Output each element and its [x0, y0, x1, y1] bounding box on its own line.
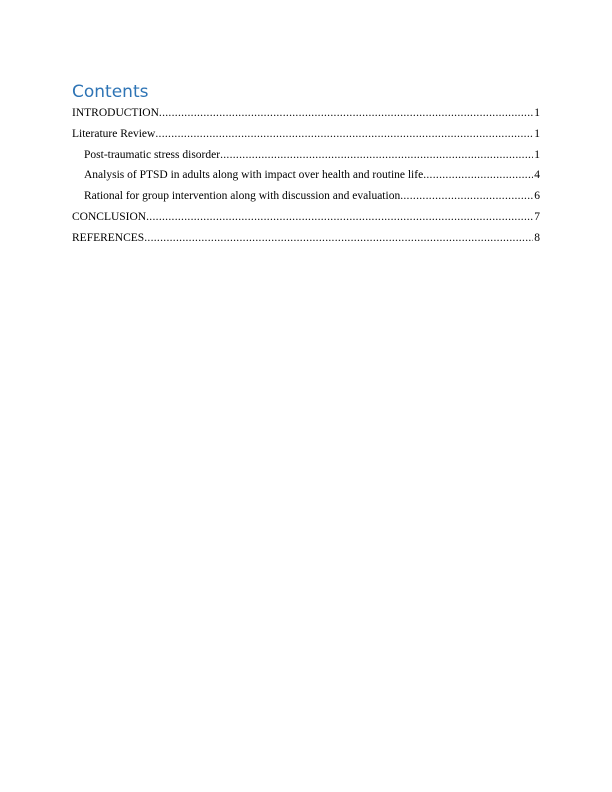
toc-entry-title: INTRODUCTION [72, 107, 159, 119]
toc-entry-title: Analysis of PTSD in adults along with impact over health and routine life [84, 169, 424, 182]
toc-entry-references[interactable] [72, 228, 540, 249]
toc-dot-leader [220, 145, 533, 166]
toc-entry-page-number: 1 [534, 127, 540, 140]
toc-heading: Contents [72, 82, 149, 102]
toc-entry-title: Literature Review [72, 127, 156, 140]
toc-dot-leader [144, 228, 533, 249]
toc-dot-leader [400, 186, 533, 207]
toc-entry-page-number: 6 [534, 190, 540, 203]
toc-entry-title: CONCLUSION [72, 210, 147, 223]
toc-entry-rational-for-group-intervention[interactable] [72, 186, 540, 207]
toc-entry-title: Post-traumatic stress disorder [84, 148, 221, 161]
toc-entry-title: Rational for group intervention along with discussion and evaluation [84, 190, 401, 203]
toc-entry-literature-review[interactable] [72, 124, 540, 145]
toc-entry-title: REFERENCES [72, 231, 145, 244]
toc-dot-leader [159, 103, 533, 124]
toc-entry-analysis-of-ptsd[interactable] [72, 165, 540, 186]
toc-entry-page-number: 1 [534, 107, 540, 119]
toc-dot-leader [146, 207, 533, 228]
table-of-contents [72, 103, 540, 249]
toc-entry-post-traumatic-stress-disorder[interactable] [72, 145, 540, 166]
toc-entry-page-number: 4 [534, 169, 540, 182]
toc-dot-leader [155, 124, 533, 145]
toc-dot-leader [423, 165, 533, 186]
toc-entry-conclusion[interactable] [72, 207, 540, 228]
toc-entry-page-number: 8 [534, 231, 540, 244]
toc-entry-page-number: 7 [534, 210, 540, 223]
toc-entry-introduction[interactable] [72, 103, 540, 124]
toc-entry-page-number: 1 [534, 148, 540, 161]
